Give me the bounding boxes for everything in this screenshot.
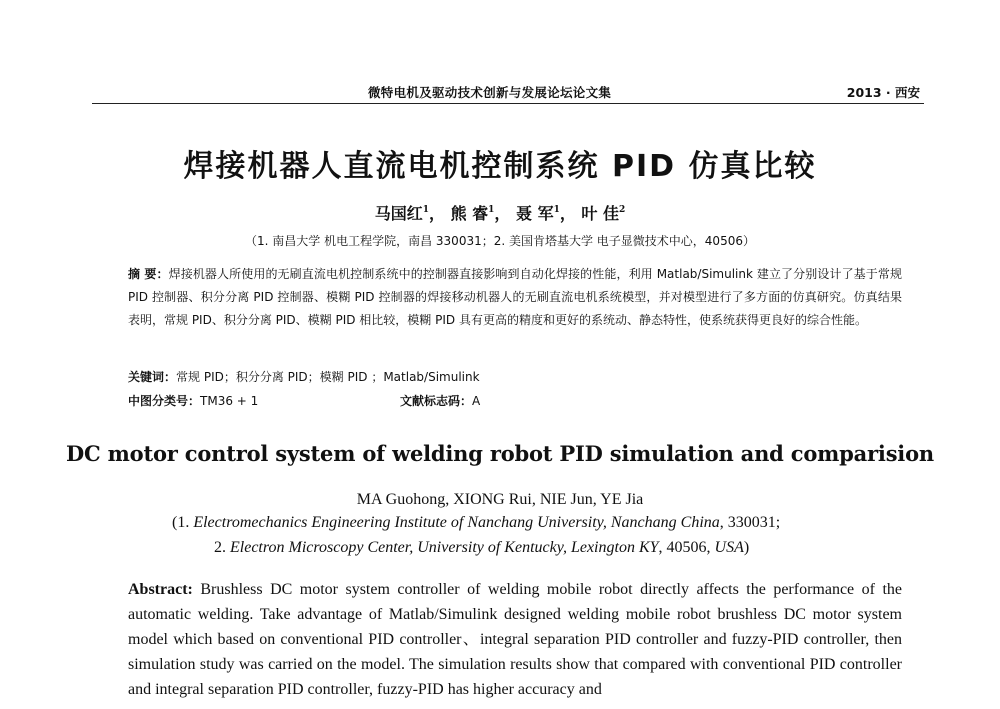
author-name: 马国红 bbox=[374, 204, 423, 223]
chinese-abstract bbox=[128, 263, 902, 332]
affiliation-number: (1. bbox=[172, 514, 190, 531]
chinese-keywords bbox=[128, 368, 902, 385]
affiliation-text: Electromechanics Engineering Institute of Nanchang University, Nanchang China bbox=[193, 514, 720, 531]
author-affil-mark: 1 bbox=[488, 205, 495, 215]
chinese-abstract-text: 焊接机器人所使用的无刷直流电机控制系统中的控制器直接影响到自动化焊接的性能，利用 Matlab/Simulink 建立了分别设计了基于常规 PID 控制器、积分分离 PID 控制器、模糊 PID 控制器的焊接移动机器人的无刷直流电机系统模型，并对模型进行了多方面的仿真研究。仿真结果表明，常规 PID、积分分离 PID、模糊 PID 相比较，模糊 PID 具有更高的精度和更好的系统动、静态特性，使系统获得更良好的综合性能。 bbox=[128, 267, 902, 327]
running-header bbox=[92, 83, 924, 104]
author-name: 熊 睿 bbox=[450, 204, 489, 223]
english-abstract bbox=[128, 577, 902, 702]
running-title: 微特电机及驱动技术创新与发展论坛论文集 bbox=[368, 85, 612, 100]
english-authors: MA Guohong, XIONG Rui, NIE Jun, YE Jia bbox=[356, 491, 644, 508]
chinese-title: 焊接机器人直流电机控制系统 PID 仿真比较 bbox=[183, 149, 817, 184]
document-code-label: 文献标志码： bbox=[400, 394, 473, 408]
keywords-label: 关键词： bbox=[128, 370, 177, 384]
english-abstract-text: Brushless DC motor system controller of welding mobile robot directly affects the performance of the automatic welding. Take advantage of Matlab/Simulink designed welding mobile robot brushless DC motor system model which based on conventional PID controller、integral separation PID controller and fuzzy-PID controller, then simulation study was carried on the model. The simulation results show that compared with conventional PID controller and integral separation PID controller, fuzzy-PID has higher accuracy and bbox=[128, 581, 902, 698]
affiliation-number: 2. bbox=[214, 539, 226, 556]
affiliation-text: Electron Microscopy Center, University of Kentucky, Lexington KY bbox=[230, 539, 659, 556]
english-abstract-label: Abstract: bbox=[128, 581, 193, 598]
chinese-authors: 马国红$^1$， 熊 睿$^1$， 聂 军$^1$， 叶 佳$^2$ bbox=[374, 204, 626, 223]
chinese-affiliation: （1. 南昌大学 机电工程学院，南昌 330031；2. 美国肯塔基大学 电子显微技术中心，40506） bbox=[245, 234, 755, 248]
affiliation-code: , 40506, bbox=[658, 539, 715, 556]
english-title: DC motor control system of welding robot PID simulation and comparision bbox=[66, 441, 934, 466]
document-code-value: A bbox=[472, 394, 481, 408]
author-name: 叶 佳 bbox=[581, 204, 619, 223]
author-affil-mark: 2 bbox=[619, 205, 626, 215]
author-affil-mark: 1 bbox=[422, 205, 429, 215]
english-affiliation-1 bbox=[172, 514, 780, 532]
classification-label: 中图分类号： bbox=[128, 394, 201, 408]
english-affiliation-2 bbox=[214, 539, 749, 557]
author-name: 聂 军 bbox=[516, 204, 554, 223]
keywords-text: 常规 PID；积分分离 PID；模糊 PID ；Matlab/Simulink bbox=[176, 370, 480, 384]
chinese-abstract-label: 摘 要： bbox=[128, 267, 169, 281]
affiliation-country: USA bbox=[714, 539, 744, 556]
affiliation-close: ) bbox=[743, 539, 750, 556]
year-place: 2013 · 西安 bbox=[846, 85, 920, 100]
author-affil-mark: 1 bbox=[553, 205, 560, 215]
classification-number bbox=[128, 392, 258, 409]
affiliation-code: , 330031; bbox=[719, 514, 781, 531]
classification-value: TM36 + 1 bbox=[200, 394, 259, 408]
document-code bbox=[400, 392, 480, 409]
